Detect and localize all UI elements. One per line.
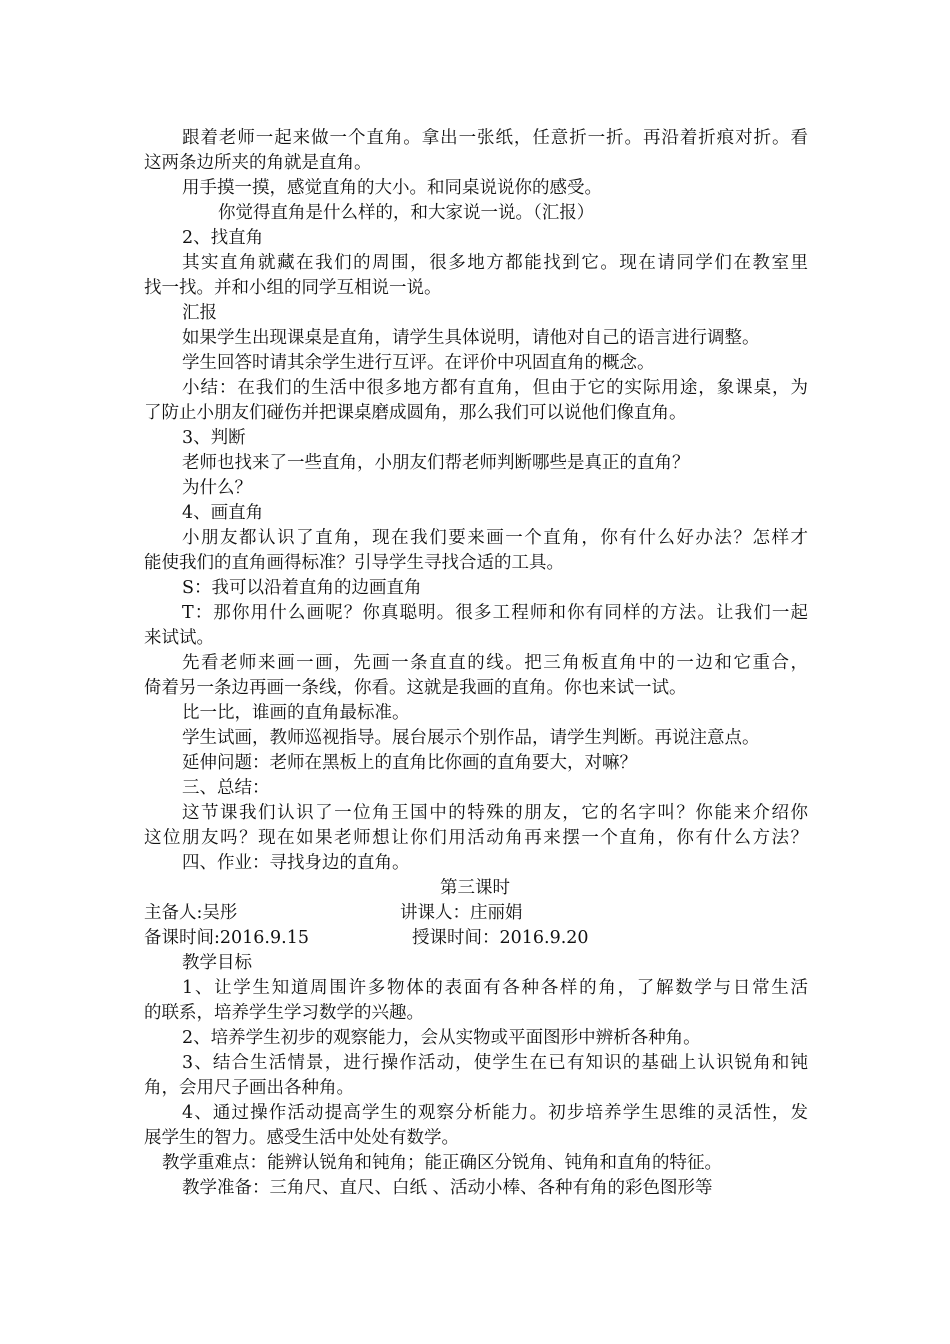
text-line: T：那你用什么画呢？你真聪明。很多工程师和你有同样的方法。让我们一起 bbox=[182, 603, 808, 623]
section-heading: 教学目标 bbox=[182, 953, 252, 973]
author-field: 主备人:吴彤 bbox=[144, 903, 238, 923]
teach-date-field: 授课时间：2016.9.20 bbox=[412, 928, 589, 948]
text-line: 如果学生出现课桌是直角，请学生具体说明，请他对自己的语言进行调整。 bbox=[182, 328, 760, 348]
text-line: 用手摸一摸，感觉直角的大小。和同桌说说你的感受。 bbox=[182, 178, 602, 198]
section-heading: 三、总结： bbox=[182, 778, 270, 798]
section-heading: 4、画直角 bbox=[182, 503, 264, 523]
lecturer-field: 讲课人：庄丽娟 bbox=[400, 903, 523, 923]
text-line: 学生回答时请其余学生进行互评。在评价中巩固直角的概念。 bbox=[182, 353, 655, 373]
text-line: 角，会用尺子画出各种角。 bbox=[144, 1078, 354, 1098]
prep-date-field: 备课时间:2016.9.15 bbox=[144, 928, 309, 948]
text-line: 2、培养学生初步的观察能力，会从实物或平面图形中辨析各种角。 bbox=[182, 1028, 701, 1048]
text-line: 展学生的智力。感受生活中处处有数学。 bbox=[144, 1128, 459, 1148]
text-line: 的联系，培养学生学习数学的兴趣。 bbox=[144, 1003, 424, 1023]
text-line: 为什么？ bbox=[182, 478, 252, 498]
text-line: 来试试。 bbox=[144, 628, 214, 648]
text-line: 这位朋友吗？现在如果老师想让你们用活动角再来摆一个直角，你有什么方法？ bbox=[144, 828, 808, 848]
text-line: 先看老师来画一画，先画一条直直的线。把三角板直角中的一边和它重合， bbox=[182, 653, 808, 673]
text-line: 这两条边所夹的角就是直角。 bbox=[144, 153, 372, 173]
text-line: 小结：在我们的生活中很多地方都有直角，但由于它的实际用途，象课桌，为 bbox=[182, 378, 808, 398]
text-line: 能使我们的直角画得标准？引导学生寻找合适的工具。 bbox=[144, 553, 564, 573]
text-line: 小朋友都认识了直角，现在我们要来画一个直角，你有什么好办法？怎样才 bbox=[182, 528, 808, 548]
text-line: 老师也找来了一些直角，小朋友们帮老师判断哪些是真正的直角？ bbox=[182, 453, 690, 473]
text-line: 学生试画，教师巡视指导。展台展示个别作品，请学生判断。再说注意点。 bbox=[182, 728, 760, 748]
section-heading: 四、作业：寻找身边的直角。 bbox=[182, 853, 410, 873]
text-line: 教学准备：三角尺、直尺、白纸 、活动小棒、各种有角的彩色图形等 bbox=[182, 1178, 713, 1198]
text-line: 延伸问题：老师在黑板上的直角比你画的直角要大，对嘛？ bbox=[182, 753, 637, 773]
section-heading: 3、判断 bbox=[182, 428, 246, 448]
text-line: 找一找。并和小组的同学互相说一说。 bbox=[144, 278, 442, 298]
text-line: S：我可以沿着直角的边画直角 bbox=[182, 578, 422, 598]
text-line: 了防止小朋友们碰伤并把课桌磨成圆角，那么我们可以说他们像直角。 bbox=[144, 403, 687, 423]
text-line: 倚着另一条边再画一条线，你看。这就是我画的直角。你也来试一试。 bbox=[144, 678, 687, 698]
text-line: 跟着老师一起来做一个直角。拿出一张纸，任意折一折。再沿着折痕对折。看 bbox=[182, 128, 808, 148]
text-line: 汇报 bbox=[182, 303, 217, 323]
text-line: 1、让学生知道周围许多物体的表面有各种各样的角，了解数学与日常生活 bbox=[182, 978, 808, 998]
text-line: 4、通过操作活动提高学生的观察分析能力。初步培养学生思维的灵活性，发 bbox=[182, 1103, 808, 1123]
text-line: 3、结合生活情景，进行操作活动，使学生在已有知识的基础上认识锐角和钝 bbox=[182, 1053, 808, 1073]
text-line: 你觉得直角是什么样的，和大家说一说。（汇报） bbox=[218, 203, 595, 223]
text-line: 其实直角就藏在我们的周围，很多地方都能找到它。现在请同学们在教室里 bbox=[182, 253, 808, 273]
text-line: 这节课我们认识了一位角王国中的特殊的朋友，它的名字叫？你能来介绍你 bbox=[182, 803, 808, 823]
text-line: 比一比，谁画的直角最标准。 bbox=[182, 703, 410, 723]
lesson-title: 第三课时 bbox=[440, 878, 510, 898]
text-line: 教学重难点：能辨认锐角和钝角；能正确区分锐角、钝角和直角的特征。 bbox=[162, 1153, 722, 1173]
section-heading: 2、找直角 bbox=[182, 228, 264, 248]
